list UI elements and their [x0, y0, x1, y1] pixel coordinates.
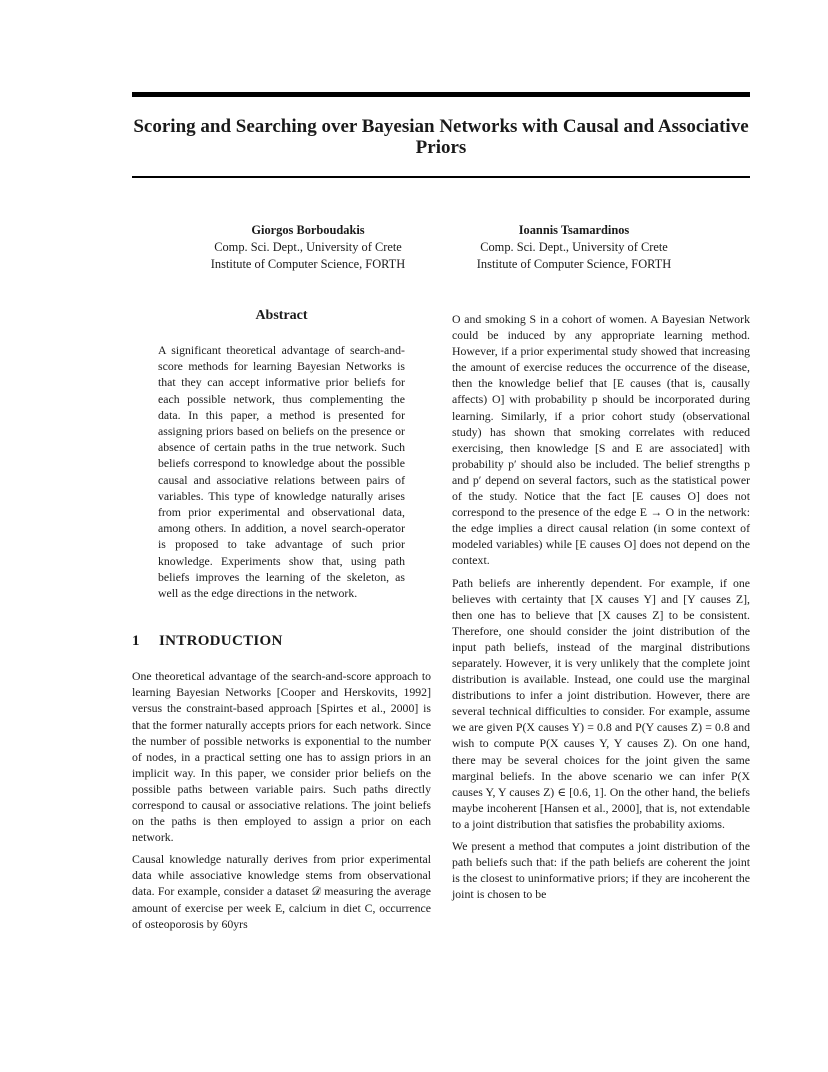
- body-paragraph: One theoretical advantage of the search-and-score approach to learning Bayesian Networks [Cooper and Herskovits, 1992] versus the constraint-based approach [Spirtes et al., 2000] is that the former naturally accepts priors for each network. Since the number of possible networks is exponential to the number of nodes, in a practical setting one has to assign priors in an implicit way. In this paper, we consider prior beliefs on the possible paths between variable pairs. Such paths directly correspond to causal or associative relations. The joint beliefs on the paths is then employed to assign a prior on each network.: [132, 669, 431, 845]
- left-column: [132, 308, 431, 932]
- author-affiliation: Institute of Computer Science, FORTH: [476, 257, 672, 271]
- author-affiliation: Comp. Sci. Dept., University of Crete: [480, 240, 668, 254]
- abstract-heading: Abstract: [255, 308, 308, 323]
- author-affiliation: Comp. Sci. Dept., University of Crete: [214, 240, 402, 254]
- body-paragraph: Path beliefs are inherently dependent. For example, if one believes with certainty that [X causes Y] and [Y causes Z], then one has to believe that [X causes Z] to be consistent. Therefore, one should consider the joint distribution of the input path beliefs, instead of the marginal distributions separately. However, it is very unlikely that the complete joint distribution is available. Instead, one could use the marginal distributions to infer a joint distribution. However, there are several technical difficulties to consider. For example, assume we are given P(X causes Y) = 0.8 and P(Y causes Z) = 0.8 and wish to compute P(X causes Y, Y causes Z). On one hand, there may be several choices for the joint given the same marginal beliefs. In the above scenario we can infer P(X causes Y, Y causes Z) ∈ [0.6, 1]. On the other hand, the beliefs maybe incoherent [Hansen et al., 2000], that is, not extendable to a joint distribution that satisfies the probability axioms.: [452, 575, 750, 831]
- section-title: INTRODUCTION: [159, 633, 283, 650]
- paper-title: Scoring and Searching over Bayesian Networks with Causal and Associative Priors: [133, 116, 749, 158]
- section-number: 1: [132, 633, 140, 650]
- author-name: Giorgos Borboudakis: [251, 223, 365, 237]
- top-rule: [132, 92, 750, 97]
- title-bottom-rule: [132, 176, 750, 178]
- abstract-text: A significant theoretical advantage of search-and-score methods for learning Bayesian Networks is that they can accept informative prior beliefs for each possible network, thus complementing the data. In this paper, a method is presented for assigning priors based on beliefs on the presence or absence of certain paths in the true network. Such beliefs correspond to knowledge about the possible causal and associative relations between pairs of variables. This type of knowledge naturally arises from prior experimental and observational data, among others. In addition, a novel search-operator is proposed to take advantage of such prior knowledge. Experiments show that, using path beliefs improves the learning of the skeleton, as well as the edge directions in the network.: [158, 343, 405, 601]
- author-affiliation: Institute of Computer Science, FORTH: [210, 257, 406, 271]
- body-paragraph: We present a method that computes a joint distribution of the path beliefs such that: if the path beliefs are coherent the joint is the closest to uninformative priors; if they are incoherent the joint is chosen to be: [452, 839, 750, 902]
- author-name: Ioannis Tsamardinos: [518, 223, 630, 237]
- body-paragraph: Causal knowledge naturally derives from prior experimental data while associative knowledge stems from observational data. For example, consider a dataset 𝒟 measuring the average amount of exercise per week E, calcium in diet C, occurrence of osteoporosis by 60yrs: [132, 852, 431, 931]
- author-block-2: [434, 222, 714, 273]
- author-block-1: [168, 222, 448, 273]
- body-paragraph: O and smoking S in a cohort of women. A Bayesian Network could be induced by any appropriate learning method. However, if a prior experimental study showed that increasing the amount of exercise reduces the occurrence of the disease, then the knowledge belief that [E causes (that is, causally affects) O] with probability p should be incorporated during learning. Similarly, if a prior cohort study (observational study) has shown that smoking correlates with reduced exercising, then knowledge [S and E are associated] with probability p′ should also be included. The belief strengths p and p′ depend on several factors, such as the statistical power of the study. Notice that the fact [E causes O] does not correspond to the presence of the edge E → O in the network: the edge implies a direct causal relation (in some context of modeled variables) while [E causes O] does not depend on the context.: [452, 312, 750, 568]
- right-column: [452, 311, 750, 902]
- section-heading: [132, 633, 431, 650]
